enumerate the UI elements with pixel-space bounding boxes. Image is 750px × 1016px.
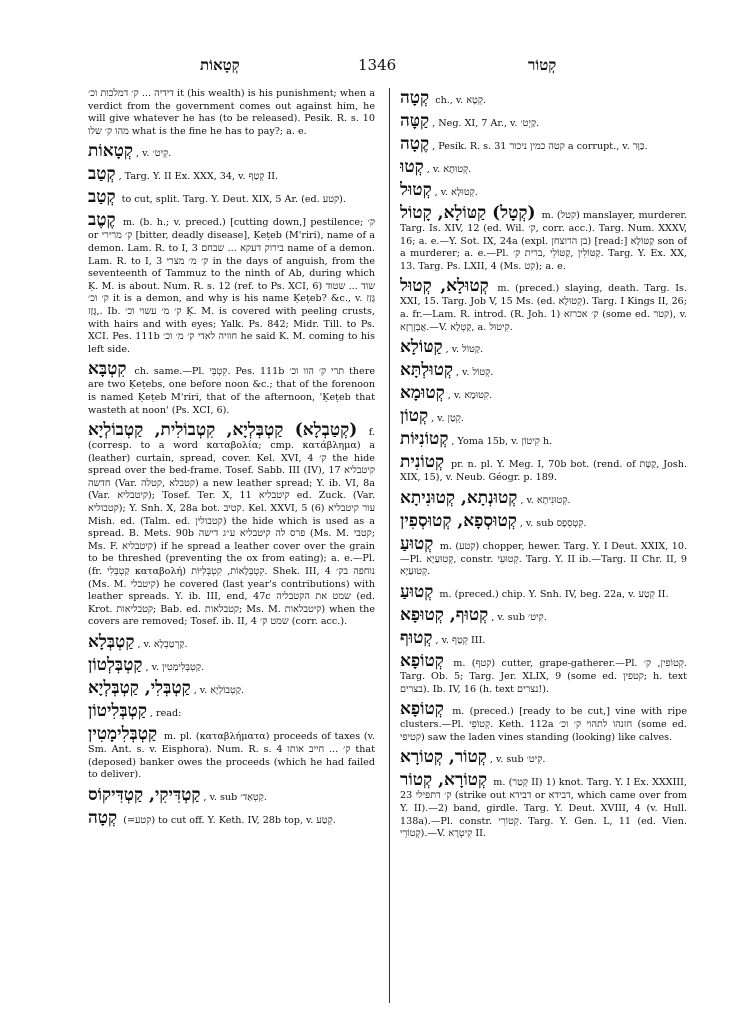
entry-definition: , Targ. Y. II Ex. XXX, 34, v. קְטַף II. (118, 171, 279, 183)
dictionary-entry (88, 632, 375, 652)
entry-headword: קְטוֹנִיּוֹת (400, 429, 449, 450)
entry-headword: קַטְבְּלִימָטִין (88, 724, 158, 744)
entry-definition: m. (preced.) [ready to be cut,] vine with ripe clusters.—Pl. קְטוֹפֵי. Keth. 112a חזנהו לתהוי ק׳ וכ׳ (some ed. קטיפי) saw the laden vines standing (looking) like calves. (400, 706, 687, 743)
entry-definition: , v. קְטוּנִיתָא. (520, 494, 571, 506)
entry-headword: קְטוּף, קְטוּפָא (400, 604, 489, 625)
entry-headword: קַטְבְּלִיטוֹן (88, 701, 147, 721)
header-right-guide-word: קְטוֹר (528, 56, 557, 74)
header-left-guide-word: קְטָאוֹת (200, 56, 240, 74)
dictionary-entry (400, 406, 687, 426)
entry-definition: , v. קַטּוֹל. (445, 344, 484, 356)
entry-headword: קְטוּלְתָּא (400, 360, 453, 381)
entry-headword: קַטְבְּלָא (88, 632, 135, 652)
entry-headword: קְטָאוֹת (88, 141, 133, 162)
entry-headword: קְטוּל (400, 180, 432, 200)
entry-headword: קְטוֹן (400, 406, 429, 427)
entry-headword: קַטְבְּלְטוֹן (88, 655, 143, 675)
entry-definition: , v. קַרְטַבְלָא. (137, 639, 188, 650)
entry-definition: m. (קטל) manslayer, murderer. Targ. Is. XIV, 12 (ed. Wil. ק׳, corr. acc.). Targ. Num. XXXV, 16; a. e.—Y. Sot. IX, 24a (expl. בן הרוצחן) [read:] קַטּוֹלָא son of a murderer; a. e.—Pl. קַטּוֹלִין ,קַטּוֹלֵי ,ברית ק׳. Targ. Y. Ex. XX, 13. Targ. Ps. LXII, 4 (Ms. קט); a. e. (400, 210, 687, 272)
entry-headword: קַטְבְּלִי, קַטְבְּלְיָא (88, 678, 191, 698)
entry-headword: קְטַב (88, 187, 116, 208)
entry-definition: f. (corresp. to a word καταβολία; cmp. κατάβλημα) a (leather) curtain, spread, cover. Kel. XVI, 4 ק׳ the hide spread over the bed-frame. Tosef. Sabb. III (IV), 17 קיטבליא חדשה (Var. קטבלא ,קטלה) a new leather spread; Y. ib. VI, 8a (Var. קיטבליא); Tosef. Ter. X, 11 קיטבליא ed. Zuck. (Var. קטבוליא); Y. Snh. X, 28a bot. קטיב. Kel. XXVI, 5 (6) עור קיטבליא Mish. ed. (Talm. ed. קטבולין) the hide which is used as a spread. B. Mets. 90b פרס לה קיטבליא ע״ג דישה (Ms. M. קטבי; Ms. F. קיטבליא) if he spread a leather cover over the grain to be threshed (preventing the ox from eating); a. e.—Pl. (fr. קַטְבְּלִי καταβολή) קִטְבְּלָאוֹת, קִטְבְּלִיּוֹת. Shek. III, 4 נוחפה בק׳ (Ms. M. קיטבלי) he covered (last year's contributions) with leather spreads. Y. ib. III, end, 47c שמט את הקטבליה (ed. Krot. קטבליאות; Bab. ed. קטבלאות; Ms. M. קיטבלאות) when the covers are removed; Tosef. ib. II, 4 שמט ק׳ (corr. acc.). (88, 427, 375, 628)
dictionary-entry (88, 187, 375, 207)
entry-definition: , v. sub קַטְאַד׳. (203, 791, 267, 803)
entry-definition: , read: (149, 708, 182, 719)
entry-headword: קֶטָה (400, 134, 430, 154)
dictionary-entry (88, 655, 375, 675)
entry-headword: קְטוֹנִית (400, 452, 445, 473)
dictionary-entry (400, 337, 687, 357)
dictionary-entry (400, 488, 687, 508)
dictionary-entry (400, 628, 687, 648)
entry-definition: m. pl. (καταβλήματα) proceeds of taxes (v. Sm. Ant. s. v. Eisphora). Num. R. s. 4 ק׳ ... חייב אותו that (deposed) banker owes the proceeds (which he had failed to deliver). (88, 731, 375, 781)
entry-definition: , v. קִטּוּמָא. (447, 390, 493, 402)
entry-definition: , v. קְטַף III. (435, 634, 486, 646)
entry-headword: קִטְבָּא (88, 359, 127, 380)
entry-headword: קְטוֹרָא, קְטוֹר (400, 770, 488, 791)
entry-headword: קְטוֹפָא (400, 699, 444, 720)
dictionary-entry (88, 359, 375, 417)
dictionary-entry (88, 724, 375, 782)
entry-headword: קְטוּסְפָא, קְטוּסְפִין (400, 510, 517, 531)
entry-definition: (=קטע) to cut off. Y. Keth. IV, 28b top, v. קְטַע. (120, 814, 336, 826)
dictionary-entry (88, 210, 375, 356)
entry-headword: קְטוּ (400, 157, 424, 177)
entry-definition: , v. קְטוּלָא. (434, 187, 478, 198)
dictionary-entry (400, 605, 687, 625)
dictionary-entry (400, 203, 687, 273)
dictionary-entry (400, 699, 687, 744)
entry-headword: קֶטֶב (88, 210, 116, 231)
dictionary-entry (88, 164, 375, 184)
entry-definition: , v. קַטְבְּלִימָטִין. (145, 662, 205, 673)
entry-headword: קְטוּמָא (400, 383, 445, 404)
entry-headword: קַטָּה (400, 111, 430, 131)
entry-definition: ch. same.—Pl. קִטְבֵּי. Pes. 111b תרי ק׳ הוו וכ׳ there are two Ḳeṭebs, one before noon &c.; that of the forenoon is named Ḳeṭeb M'riri, that of the afternoon, 'Ḳeṭeb that wasteth at noon' (Ps. XCI, 6). (88, 366, 375, 416)
dictionary-entry (400, 747, 687, 767)
dictionary-entry (88, 88, 375, 138)
entry-definition: m. (b. h.; v. preced.) [cutting down,] pestilence; ק׳ or ק׳ מרירי [bitter, deadly disease], Ḳeṭeb (M'riri), name of a demon. Lam. R. to I, 3 בירוק דעקא ... שבחם name of a demon. Lam. R. to I, 3 ק׳ מ׳ מצרי in the days of anguish, from the seventeenth of Tammuz to the ninth of Ab, during which Ḳ. M. is about. Num. R. s. 12 (ref. to Ps. XCI, 6) שוד ... שטוד ק׳ וכ׳ it is a demon, and why is his name Ḳeṭeb? &c., v. גָּזַז ,גָּזַז. Ib. ק׳ מ׳ עשוי וכ׳ Ḳ. M. is covered with peeling crusts, with hairs and with eyes; Yalk. Ps. 842; Midr. Till. to Ps. XCI. Pes. 111b חוויה לאדי ק׳ מ׳ וכ׳ he said K. M. coming to his left side. (88, 217, 375, 355)
entry-definition: m. (קטע) chopper, hewer. Targ. Y. I Deut. XXIX, 10.—Pl. קְטוּעַיָא, constr. קְטוּעֵי. Targ. Y. II ib.—Targ. II Chr. II, 9 קְטוּעַיָא. (400, 540, 687, 578)
entry-definition: , v. קְטוֹל. (455, 367, 494, 379)
entry-headword: (קְטַבְלָא) קַטְבְּלְיָא, קִטְבוֹלִית, קַטְבוֹלְיָא (88, 420, 358, 441)
column-divider (389, 88, 390, 1003)
entry-definition: m. (preced.) slaying, death. Targ. Is. XXI, 15. Targ. Job V, 15 Ms. (ed. קְטוּלָא). Targ. I Kings II, 26; a. fr.—Lam. R. introd. (R. Joh. 1) ק׳ אכרזא (some ed. קטר), v. אֲבְזָרְזָא.—V. קַטְלָא, a. קִיטוּל. (400, 283, 687, 333)
entry-definition: , v. sub קִטְסְפָס. (519, 517, 587, 529)
dictionary-entry (400, 111, 687, 131)
dictionary-entry (400, 534, 687, 579)
entry-headword: קְטָה (88, 807, 118, 828)
dictionary-entry (400, 429, 687, 449)
entry-definition: , v. קַטְבוֹלְיָא. (193, 685, 245, 696)
dictionary-entry (400, 88, 687, 108)
entry-definition: , Yoma 15b, v. קִיטוֹן h. (451, 436, 553, 448)
dictionary-entry (400, 157, 687, 177)
entry-definition: ch., v. קְטָא. (432, 95, 487, 106)
entry-definition: דידיה ... ק׳ דמלכות וכ׳ it (his wealth) is his punishment; when a verdict from the government comes out against him, he will give whatever he has (to be released). Pesik. R. s. 10 מהו ק׳ שלו what is the fine he has to pay?; a. e. (88, 88, 375, 137)
entry-headword: קְטָה (400, 88, 430, 108)
entry-headword: קְטַב (88, 164, 116, 185)
dictionary-entry (400, 134, 687, 154)
entry-definition: to cut, split. Targ. Y. Deut. XIX, 5 Ar. (ed. קטע). (118, 194, 346, 206)
dictionary-entry (88, 785, 375, 805)
entry-definition: m. (preced.) chip. Y. Snh. IV, beg. 22a, v. קְטַע II. (436, 588, 669, 600)
entry-definition: , v. sub קִיט׳. (491, 611, 547, 623)
dictionary-entry (400, 582, 687, 602)
dictionary-entry (88, 808, 375, 828)
dictionary-entry (400, 180, 687, 200)
right-column (400, 88, 687, 1008)
entry-definition: , v. sub קִיט׳. (489, 754, 546, 766)
entry-headword: קַטּוֹלָא (400, 337, 443, 358)
dictionary-entry (88, 141, 375, 161)
entry-definition: m. (קטף) cutter, grape-gatherer.—Pl. קְטוֹפִין, ק׳. Targ. Ob. 5; Targ. Jer. XLIX, 9 (some ed. קטפין; h. text בצרים). Ib. IV, 16 (h. text נצרים!). (400, 657, 687, 695)
entry-headword: קְטוּעַ (400, 581, 434, 602)
page-number: 1346 (358, 56, 397, 74)
dictionary-entry (88, 701, 375, 721)
dictionary-entry (400, 511, 687, 531)
entry-headword: קְטוֹר, קְטוֹרָא (400, 747, 487, 768)
entry-definition: , v. קְטַן. (431, 413, 464, 425)
left-column (88, 88, 375, 1008)
entry-definition: , v. קֵיט׳. (136, 148, 172, 160)
dictionary-entry (400, 360, 687, 380)
entry-headword: קְטוּעַ (400, 533, 434, 554)
entry-headword: קְטוּלָא, קְטוּל (400, 276, 489, 297)
entry-headword: קְטוּף (400, 627, 433, 648)
entry-definition: m. (קְטַר II) 1) knot. Targ. Y. I Ex. XXXIII, 23 ק׳ דתפילי (strike out דבידא or דבידא, which came over from Y. II).—2) band, girdle. Targ. Y. Deut. XVIII, 4 (v. Hull. 138a).—Pl. constr. קְטוֹרֵי. Targ. Y. Gen. L, 11 (ed. Vien. קְטוֹרֵי).—V. קִיטְרָא II. (400, 777, 687, 840)
dictionary-entry (400, 651, 687, 696)
entry-headword: קְטוּנְתָא, קְטוּנִיתָא (400, 487, 518, 508)
dictionary-entry (88, 420, 375, 629)
dictionary-entry (400, 383, 687, 403)
entry-definition: , v. קְטוּתָא. (426, 164, 472, 175)
entry-definition: , Neg. XI, 7 Ar., v. קַיְט׳. (432, 118, 540, 129)
page-header (0, 56, 750, 78)
entry-definition: , Pesik. R. s. 31 קטה כמין ניכור a corrupt., v. כַּוָּר. (432, 141, 648, 152)
dictionary-entry (400, 276, 687, 334)
dictionary-entry (88, 678, 375, 698)
entry-headword: קְטוֹפָא (400, 650, 444, 671)
entry-headword: (קְטָל) קַטּוֹלָא, קָטוֹל (400, 203, 536, 223)
dictionary-entry (400, 452, 687, 485)
entry-headword: קַטְדִּיקִי, קַטְדִּיקוֹס (88, 784, 201, 805)
entry-definition: pr. n. pl. Y. Meg. I, 70b bot. (rend. of קַטָּת, Josh. XIX, 15), v. Neub. Géogr. p. 189. (400, 459, 687, 484)
dictionary-entry (400, 770, 687, 840)
